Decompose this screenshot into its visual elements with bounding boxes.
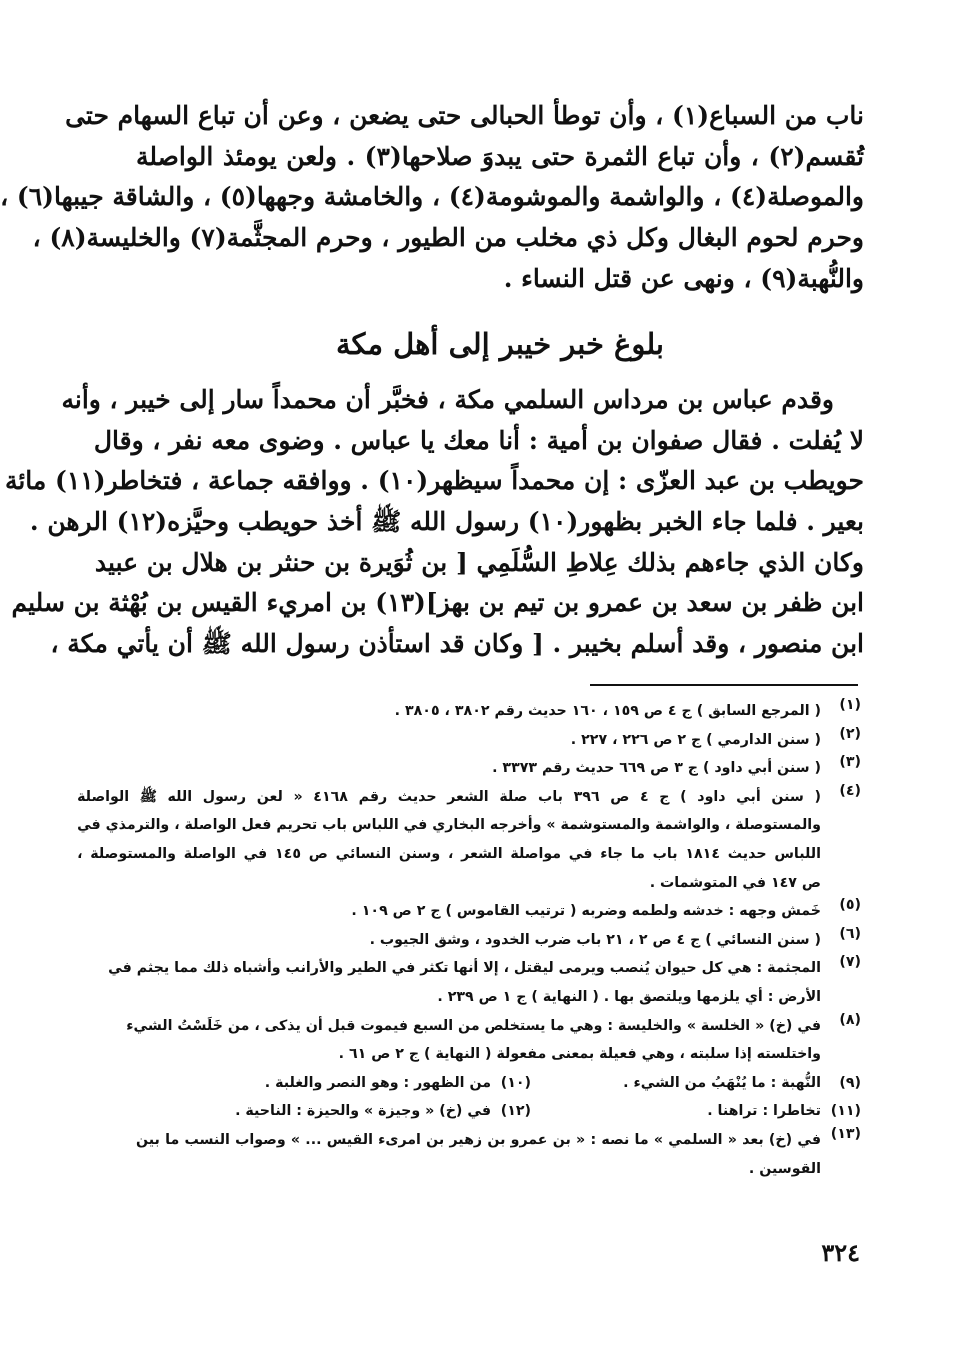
footnotes (77, 697, 861, 1183)
text-line: حويطب بن عبد العزّى : إن محمداً سيظهر(١٠) . ووافقه جماعة ، فتخاطر(١١) مائة (4, 466, 864, 496)
footnote (136, 697, 861, 726)
footnote-text: ( سنن النسائي ) ج ٤ ص ٢ ، ٢١ باب ضرب الخدود ، وشق الجيوب . (369, 931, 821, 948)
footnote-text: من الظهور : وهو النصر والغلبة . (264, 1074, 491, 1091)
footnote-text: في (خ) « الخلسة » والخليسة : وهي ما يستخلص من السبع فيموت قبل أن يذكى ، من خَلَسْتُ الشيء (126, 1017, 821, 1034)
footnote-number: (٥) (839, 897, 861, 914)
text-line: ابن منصور ، وقد أسلم بخيبر . [ وكان قد استأذن رسول الله ﷺ أن يأتي مكة ، (50, 629, 864, 659)
footnote (126, 1011, 861, 1069)
footnote-number: (٤) (839, 782, 861, 799)
text-line: وكان الذي جاءهم بذلك عِلاطِ السُّلَمِي [ بن ثُوَيرة بن حنثر بن هلال بن عبيد (94, 547, 864, 577)
footnote-number: (٩) (839, 1074, 861, 1091)
footnote-text: اللباس حديث ١٨١٤ باب ما جاء في مواصلة الشعر ، وسنن النسائي ص ١٤٥ في الواصلة والمستوصلة ، (77, 845, 821, 862)
footnote-number: (٦) (839, 925, 861, 942)
footnote-text: ( سنن أبي داود ) ج ٤ ص ٣٩٦ باب صلة الشعر حديث رقم ٤١٦٨ « لعن رسول الله ﷺ الواصلة (77, 788, 821, 805)
footnote-text: النُّهبة : ما يُنْهَبُ من الشيء . (623, 1074, 821, 1091)
footnote-divider (590, 684, 858, 686)
text-line: وحرم لحوم البغال وكل ذي مخلب من الطيور ، وحرم المجثَّمة(٧) والخليسة(٨) ، (32, 223, 864, 253)
footnote-number: (١١) (830, 1103, 861, 1120)
footnote-text: ( المرجع السابق ) ج ٤ ص ١٥٩ ، ١٦٠ حديث رقم ٣٨٠٢ ، ٣٨٠٥ . (394, 703, 821, 719)
footnote-pair (136, 1097, 861, 1126)
footnote-text: في (خ) « وجيزة » والحيزة : الناحية . (235, 1103, 491, 1120)
footnote-number: (١٢) (500, 1103, 531, 1120)
footnote-number: (٨) (839, 1011, 861, 1028)
footnote (77, 782, 861, 897)
text-line: تُقسم(٢) ، وأن تباع الثمرة حتى يبدوَ صلاحها(٣) . ولعن يومئذ الواصلة (136, 141, 865, 171)
footnote-text: المجثمة : هي كل حيوان يُنصب ويرمى ليقتل ، إلا أنها تكثر في الطير والأرانب وأشباه ذلك مما يجثم في (108, 960, 821, 977)
main-paragraph-1 (0, 96, 865, 299)
footnote-text: الأرض : أي يلزمها ويلتصق بها . ( النهاية ) ج ١ ص ٢٣٩ . (437, 988, 821, 1005)
footnote-text: خَمش وجهه : خدشه ولطمه وضربه ( ترتيب القاموس ) ج ٢ ص ١٠٩ . (351, 903, 821, 920)
text-line: بعير . فلما جاء الخبر بظهور(١٠) رسول الله ﷺ أخذ حويطب وحيَّزه(١٢) الرهن . (29, 507, 864, 537)
footnote-number: (٧) (839, 954, 861, 971)
footnote-text: تخاطرا : تراهنا . (707, 1103, 821, 1120)
footnote (136, 926, 861, 955)
footnote-text: واختلسته إذا سلبته ، وهي فعيلة بمعنى مفعولة ( النهاية ) ج ٢ ص ٦١ . (338, 1046, 821, 1063)
text-line: ناب من السباع(١) ، وأن توطأ الحبالى حتى يضعن ، وعن أن تباع السهام حتى (65, 101, 864, 130)
text-line: ابن ظفر بن سعد بن عمرو بن تيم بن بهز](١٣) بن امريء القيس بن بُهْثة بن سليم (11, 588, 864, 618)
footnote-text: في (خ) بعد « السلمي » ما نصه : « بن عمرو بن زهير بن امرىء القيس ... » وصواب النسب ما بين (136, 1131, 821, 1148)
footnote-text: ص ١٤٧ في المتوشمات . (649, 874, 821, 891)
footnote-number: (٢) (839, 725, 861, 742)
footnote (136, 897, 861, 926)
footnote-number: (١) (839, 697, 861, 713)
footnote-text: والمستوصلة ، والواشمة والمستوشمة » وأخرجه البخاري في اللباس باب تحريم فعل الواصلة ، والترمذي في (77, 817, 821, 834)
footnote-number: (١٣) (830, 1125, 861, 1142)
footnote (136, 1126, 861, 1183)
footnote-text: ( سنن الدارمي ) ج ٢ ص ٢٢٦ ، ٢٢٧ . (570, 731, 821, 748)
text-line: والموصلة(٤) ، والواشمة والموشومة(٤) ، والخامشة وجهها(٥) ، والشاقة جيبها(٦) ، (0, 182, 864, 212)
footnote-text: ( سنن أبي داود ) ج ٣ ص ٦٦٩ حديث رقم ٣٣٧٣ . (492, 760, 821, 777)
footnote-text: القوسين . (748, 1160, 821, 1177)
footnote (108, 954, 861, 1011)
text-line: لا يُفلت . فقال صفوان بن أمية : أنا معك يا عباس . وضوى معه نفر ، وقال (93, 425, 864, 455)
text-line: وقدم عباس بن مرداس السلمي مكة ، فخبَّر أن محمداً سار إلى خيبر ، وأنه (61, 385, 834, 414)
section-heading: بلوغ خبر خيبر إلى أهل مكة (335, 327, 665, 361)
text-line: والنُّهبة(٩) ، ونهى عن قتل النساء . (503, 263, 864, 293)
footnote (136, 754, 861, 783)
page-number: ٣٢٤ (821, 1238, 860, 1267)
footnote-pair (136, 1069, 861, 1098)
footnote (136, 726, 861, 755)
footnote-number: (٣) (839, 754, 861, 771)
footnote-number: (١٠) (500, 1074, 531, 1091)
main-paragraph-2 (4, 380, 864, 665)
